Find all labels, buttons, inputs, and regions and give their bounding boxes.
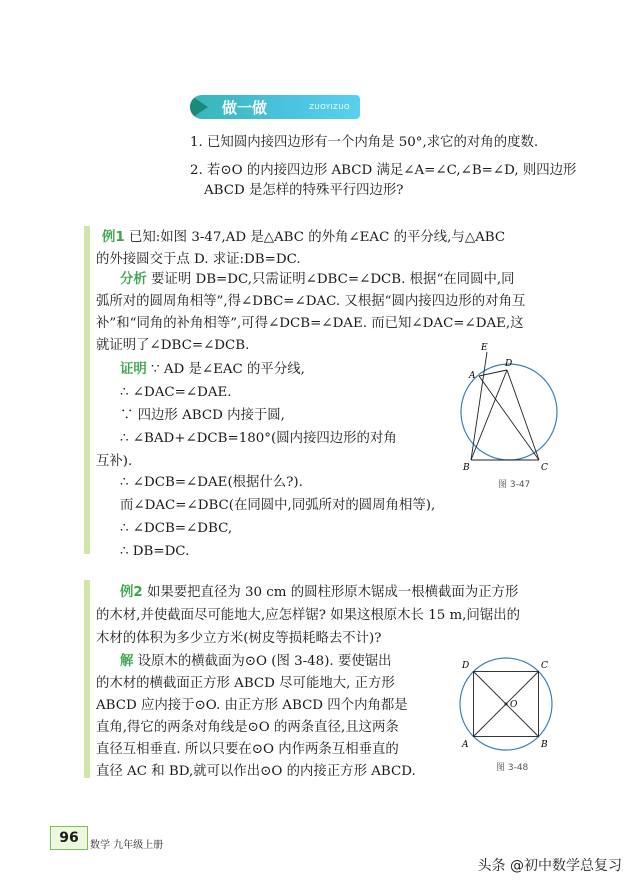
solution-line2: 的木材的横截面正方形 ABCD 尽可能地大, 正方形: [96, 676, 395, 691]
section-banner: [190, 95, 360, 119]
analysis-line2: 弧所对的圆周角相等”,得∠DBC=∠DAC. 又根据“圆内接四边形的对角互: [96, 294, 526, 309]
figure-3-48: [452, 652, 562, 757]
book-title: 数学 九年级上册: [90, 840, 164, 851]
line-EB: [471, 352, 487, 460]
proof-line5: 互补).: [96, 454, 133, 469]
example2-label: 例2: [120, 585, 143, 600]
exercise-2-line1: 2. 若⊙O 的内接四边形 ABCD 满足∠A=∠C,∠B=∠D, 则四边形: [190, 163, 577, 178]
label-C: C: [541, 463, 548, 473]
label-A: A: [462, 740, 469, 750]
label-A: A: [469, 371, 476, 381]
solution-line6: 直径 AC 和 BD,就可以作出⊙O 的内接正方形 ABCD.: [96, 764, 416, 779]
label-C: C: [541, 661, 548, 671]
line-DC: [507, 370, 539, 460]
label-B: B: [541, 740, 548, 750]
proof-line3: ∵ 四边形 ABCD 内接于圆,: [120, 408, 285, 423]
center-O: [505, 703, 508, 706]
proof-line1: 证明 ∵ AD 是∠EAC 的平分线,: [120, 362, 305, 377]
example1-line2: 的外接圆交于点 D. 求证:DB=DC.: [96, 252, 301, 267]
analysis-line1: 分析 要证明 DB=DC,只需证明∠DBC=∠DCB. 根据“在同圆中,同: [120, 272, 515, 287]
example1-line1: 例1 已知:如图 3-47,AD 是△ABC 的外角∠EAC 的平分线,与△ABC: [102, 230, 506, 245]
banner-title: 做一做: [222, 99, 268, 117]
exercise-1: 1. 已知圆内接四边形有一个内角是 50°,求它的对角的度数.: [190, 135, 539, 150]
solution-line5: 直径互相垂直. 所以只要在⊙O 内作两条互相垂直的: [96, 742, 399, 757]
label-D: D: [462, 661, 470, 671]
figure-3-48-caption: 图 3-48: [496, 763, 529, 773]
label-D: D: [505, 359, 513, 369]
label-E: E: [481, 343, 488, 353]
proof-line8: ∴ ∠DCB=∠DBC,: [120, 521, 233, 536]
proof-label: 证明: [120, 362, 147, 377]
solution-line4: 直角,得它的两条对角线是⊙O 的两条直径,且这两条: [96, 720, 399, 735]
example2-line1: 例2 如果要把直径为 30 cm 的圆柱形原木锯成一根横截面为正方形: [120, 585, 519, 600]
banner-arrow-icon: [190, 95, 208, 119]
proof-line7: 而∠DAC=∠DBC(在同圆中,同弧所对的圆周角相等),: [120, 498, 436, 513]
figure-3-47: [455, 340, 565, 490]
page-number: 96: [50, 826, 88, 850]
analysis-label: 分析: [120, 272, 147, 287]
label-B: B: [463, 463, 470, 473]
line-DB: [471, 370, 507, 460]
example2-side-bar: [84, 580, 90, 778]
solution-line3: ABCD 应内接于⊙O. 由正方形 ABCD 四个内角都是: [96, 698, 408, 713]
example1-label: 例1: [102, 230, 125, 245]
solution-line1: 解 设原木的横截面为⊙O (图 3-48). 要使锯出: [120, 654, 392, 669]
example2-line2: 的木材,并使截面尽可能地大,应怎样锯? 如果这根原木长 15 m,问锯出的: [96, 608, 520, 623]
figure-3-47-caption: 图 3-47: [498, 480, 531, 490]
watermark: 头条 @初中数学总复习: [477, 858, 622, 874]
banner-subtitle: ZUOYIZUO: [309, 103, 350, 111]
analysis-line3: 补”和“同角的补角相等”,可得∠DCB=∠DAE. 而已知∠DAC=∠DAE,这: [96, 316, 524, 331]
example1-side-bar: [84, 226, 90, 554]
solution-label: 解: [120, 654, 134, 669]
proof-line2: ∴ ∠DAC=∠DAE.: [120, 385, 232, 400]
analysis-line4: 就证明了∠DBC=∠DCB.: [96, 338, 250, 353]
example2-line3: 木材的体积为多少立方米(树皮等损耗略去不计)?: [96, 631, 382, 646]
proof-line4: ∴ ∠BAD+∠DCB=180°(圆内接四边形的对角: [120, 431, 397, 446]
exercise-2-line2: ABCD 是怎样的特殊平行四边形?: [204, 183, 404, 198]
proof-line9: ∴ DB=DC.: [120, 544, 190, 559]
label-O: O: [510, 700, 518, 710]
proof-line6: ∴ ∠DCB=∠DAE(根据什么?).: [120, 475, 303, 490]
